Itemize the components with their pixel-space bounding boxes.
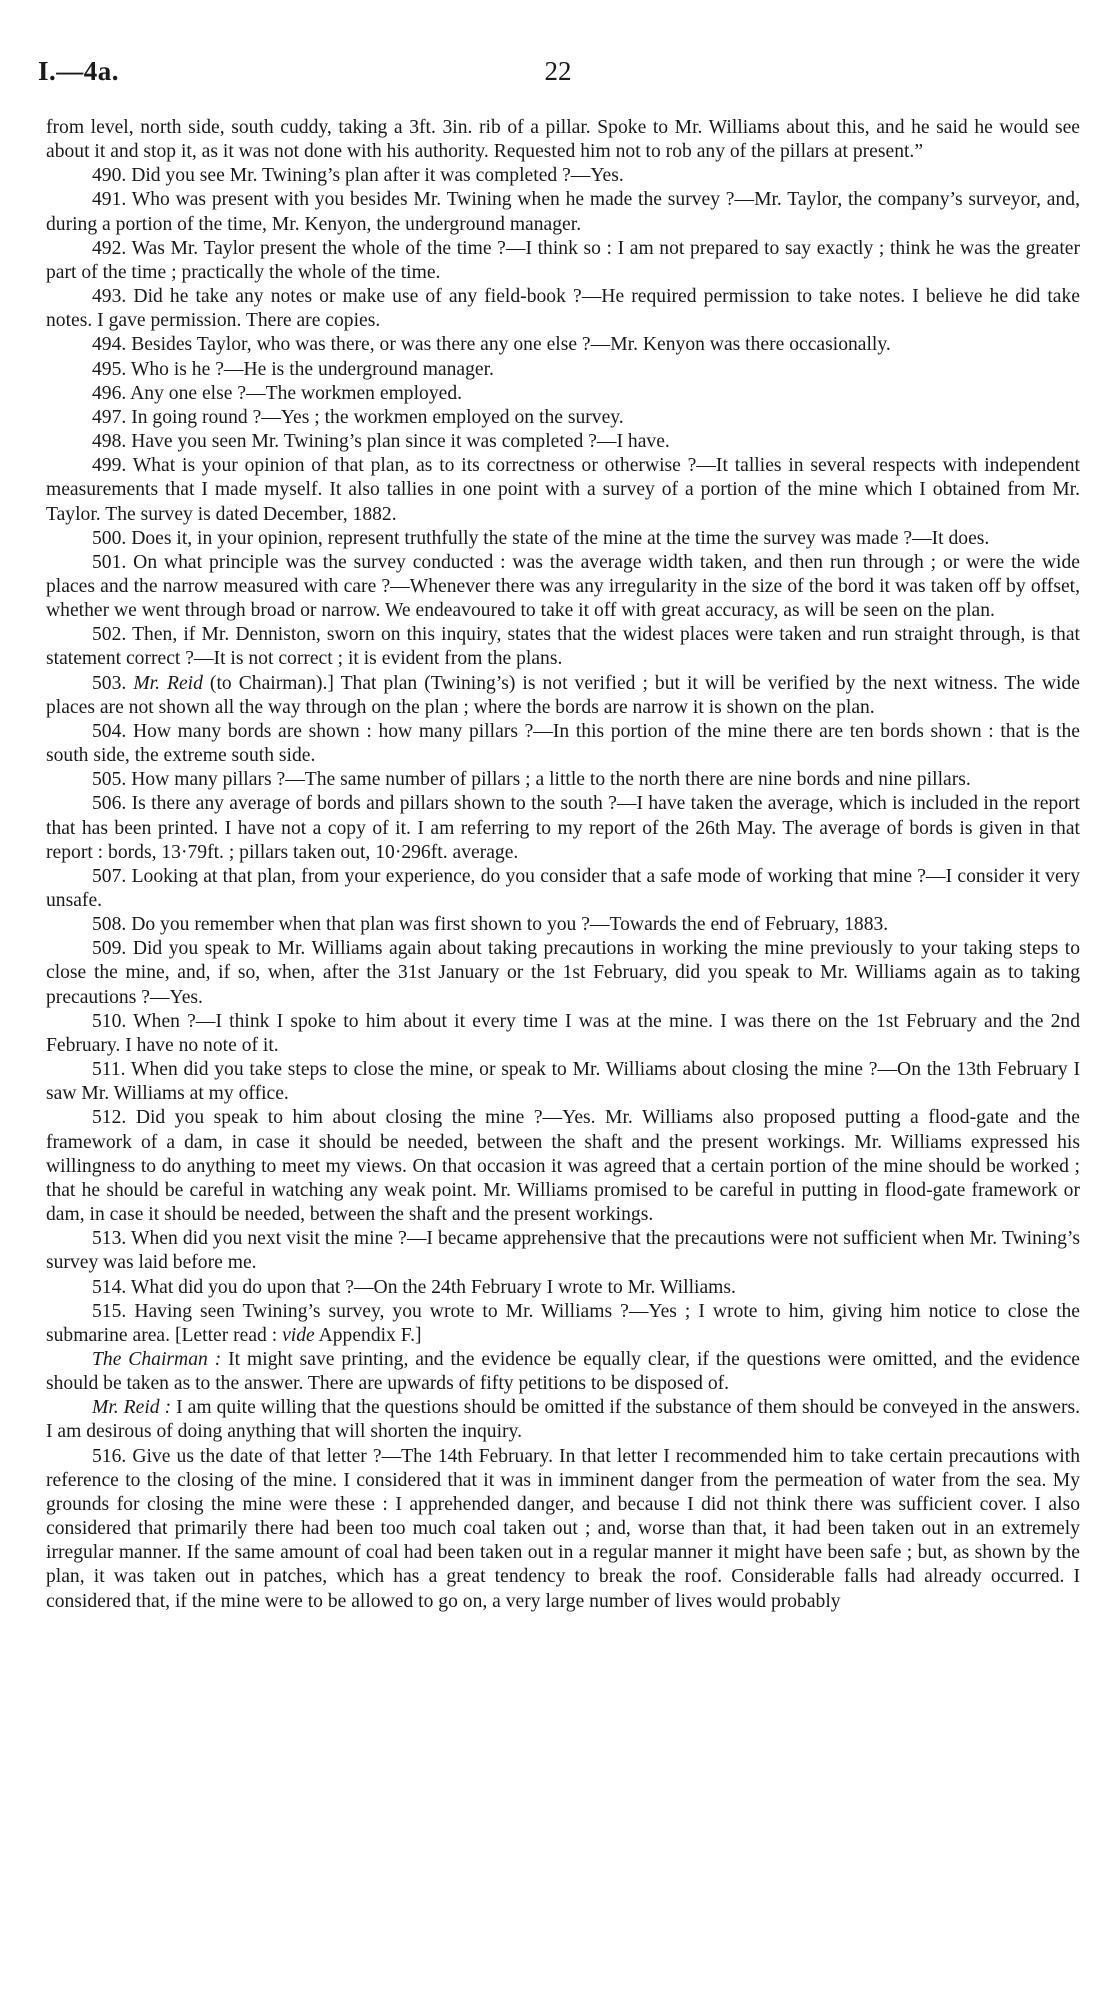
question-509 <box>46 937 1080 1009</box>
question-514 <box>46 1276 1080 1300</box>
document-reference: I.—4a. <box>38 56 120 86</box>
item-number: 496. <box>92 382 127 404</box>
question-501 <box>46 551 1080 623</box>
item-text: What did you do upon that ?—On the 24th February I wrote to Mr. Williams. <box>130 1276 736 1298</box>
page-header <box>38 56 1078 90</box>
item-text: (to Chairman).] That plan (Twining’s) is not verified ; but it will be verified by the next witness. The wide places are not shown all the way through on the plan ; where the bords are narrow it is shown on the plan. <box>46 672 1080 718</box>
opening-paragraph <box>46 116 1080 164</box>
item-text: Do you remember when that plan was first shown to you ?—Towards the end of February, 1883. <box>131 914 889 936</box>
question-516 <box>46 1445 1080 1614</box>
question-499 <box>46 454 1080 526</box>
opening-text: from level, north side, south cuddy, taking a 3ft. 3in. rib of a pillar. Spoke to Mr. Williams about this, and he said he would see about it and stop it, as it was not done with his authority. Requested him not to rob any of the pillars at present.” <box>46 117 1080 163</box>
question-512 <box>46 1106 1080 1227</box>
question-506 <box>46 792 1080 864</box>
item-text: Besides Taylor, who was there, or was there any one else ?—Mr. Kenyon was there occasionally. <box>131 334 891 356</box>
item-text: Have you seen Mr. Twining’s plan since it was completed ?—I have. <box>131 431 670 453</box>
speaker-name: Mr. Reid <box>133 672 203 694</box>
item-text: Then, if Mr. Denniston, sworn on this inquiry, states that the widest places were taken and run straight through, is that statement correct ?—It is not correct ; it is evident from the plans. <box>46 624 1080 670</box>
item-text: Looking at that plan, from your experience, do you consider that a safe mode of working that mine ?—I consider it very unsafe. <box>46 865 1080 911</box>
item-text: Did you speak to Mr. Williams again about taking precautions in working the mine previously to your taking steps to close the mine, and, if so, when, after the 31st January or the 1st February, did you speak to Mr. Williams again as to taking precautions ?—Yes. <box>46 938 1080 1008</box>
question-495 <box>46 358 1080 382</box>
letter-note-start: [Letter read : <box>174 1324 278 1346</box>
question-491 <box>46 188 1080 236</box>
question-515 <box>46 1300 1080 1348</box>
item-number: 513. <box>92 1228 127 1250</box>
item-text: Who is he ?—He is the underground manager. <box>130 358 494 380</box>
item-text: When did you next visit the mine ?—I became apprehensive that the precautions were not sufficient when Mr. Twining’s survey was laid before me. <box>46 1228 1080 1274</box>
item-text: How many pillars ?—The same number of pillars ; a little to the north there are nine bords and nine pillars. <box>131 769 971 791</box>
item-number: 511. <box>92 1059 126 1081</box>
item-number: 515. <box>92 1300 127 1322</box>
item-number: 497. <box>92 406 127 428</box>
item-number: 500. <box>92 527 127 549</box>
item-number: 508. <box>92 914 127 936</box>
question-502 <box>46 623 1080 671</box>
item-number: 493. <box>92 286 127 308</box>
question-508 <box>46 913 1080 937</box>
remark-text: It might save printing, and the evidence be equally clear, if the questions were omitted, and the evidence should be taken as to the answer. There are upwards of fifty petitions to be disposed of. <box>46 1348 1080 1395</box>
question-498 <box>46 430 1080 454</box>
item-number: 501. <box>92 551 127 573</box>
question-511 <box>46 1058 1080 1106</box>
item-text: Having seen Twining’s survey, you wrote to Mr. Williams ?—Yes ; I wrote to him, giving him notice to close the submarine area. <box>46 1300 1081 1346</box>
item-text: Is there any average of bords and pillars shown to the south ?—I have taken the average, which is included in the report that has been printed. I have not a copy of it. I am referring to my report of the 26th May. The average of bords is given in that report : bords, 13·79ft. ; pillars taken out, 10·296ft. average. <box>46 793 1080 863</box>
question-513 <box>46 1227 1080 1275</box>
page-number: 22 <box>544 56 572 86</box>
item-text: What is your opinion of that plan, as to its correctness or otherwise ?—It tallies in several respects with independent measurements that I made myself. It also tallies in one point with a survey of a portion of the mine which I obtained from Mr. Taylor. The survey is dated December, 1882. <box>46 455 1080 525</box>
testimony-body <box>46 116 1080 1614</box>
item-text: When ?—I think I spoke to him about it every time I was at the mine. I was there on the 1st February and the 2nd February. I have no note of it. <box>46 1010 1080 1056</box>
item-number: 490. <box>92 165 127 187</box>
item-number: 503. <box>92 672 127 694</box>
item-text: In going round ?—Yes ; the workmen employed on the survey. <box>131 406 624 428</box>
question-507 <box>46 865 1080 913</box>
item-number: 505. <box>92 769 127 791</box>
question-500 <box>46 527 1080 551</box>
vide-word: vide <box>282 1324 315 1346</box>
item-number: 491. <box>92 189 127 211</box>
item-number: 512. <box>92 1107 127 1129</box>
question-494 <box>46 333 1080 357</box>
item-number: 494. <box>92 334 127 356</box>
item-text: On what principle was the survey conducted : was the average width taken, and then run through ; or were the wide places and the narrow measured with care ?—Whenever there was any irregularity in the size of the bord it was taken off by offset, whether we went through broad or narrow. We endeavoured to take it off with great accuracy, as will be seen on the plan. <box>46 551 1080 622</box>
item-number: 507. <box>92 865 127 887</box>
item-number: 495. <box>92 358 127 380</box>
item-number: 510. <box>92 1010 127 1032</box>
item-text: How many bords are shown : how many pillars ?—In this portion of the mine there are ten bords shown : that is the south side, the extreme south side. <box>46 720 1080 767</box>
item-text: Any one else ?—The workmen employed. <box>130 382 463 404</box>
item-text: Did you speak to him about closing the mine ?—Yes. Mr. Williams also proposed putting a flood-gate and the framework of a dam, in case it should be needed, between the shaft and the present workings. Mr. Williams expressed his willingness to do anything to meet my views. On that occasion it was agreed that a certain portion of the mine should be worked ; that he should be careful in watching any weak point. Mr. Williams promised to be careful in putting in flood-gate framework or dam, in case it should be needed, between the shaft and the present workings. <box>46 1107 1081 1226</box>
item-text: Does it, in your opinion, represent truthfully the state of the mine at the time the survey was made ?—It does. <box>131 527 990 549</box>
item-number: 502. <box>92 624 127 646</box>
item-text: Did you see Mr. Twining’s plan after it was completed ?—Yes. <box>131 165 624 187</box>
speaker-name: The Chairman : <box>92 1348 222 1370</box>
item-text: When did you take steps to close the mine, or speak to Mr. Williams about closing the mine ?—On the 13th February I saw Mr. Williams at my office. <box>46 1059 1080 1105</box>
question-503 <box>46 672 1080 720</box>
question-497 <box>46 406 1080 430</box>
item-text: Did he take any notes or make use of any field-book ?—He required permission to take notes. I believe he did take notes. I gave permission. There are copies. <box>46 286 1080 332</box>
item-number: 516. <box>92 1445 127 1467</box>
question-496 <box>46 382 1080 406</box>
item-number: 509. <box>92 938 127 960</box>
item-number: 504. <box>92 720 127 742</box>
question-492 <box>46 237 1080 285</box>
question-493 <box>46 285 1080 333</box>
item-number: 499. <box>92 455 127 477</box>
chairman-remark <box>46 1348 1080 1396</box>
question-510 <box>46 1010 1080 1058</box>
item-text: Who was present with you besides Mr. Twining when he made the survey ?—Mr. Taylor, the company’s surveyor, and, during a portion of the time, Mr. Kenyon, the underground manager. <box>46 189 1080 235</box>
question-504 <box>46 720 1080 768</box>
item-text: Was Mr. Taylor present the whole of the time ?—I think so : I am not prepared to say exactly ; think he was the greater part of the time ; practically the whole of the time. <box>46 237 1081 283</box>
item-number: 492. <box>92 237 127 259</box>
item-number: 506. <box>92 793 127 815</box>
question-505 <box>46 768 1080 792</box>
letter-note-end: Appendix F.] <box>318 1324 422 1346</box>
item-number: 498. <box>92 431 127 453</box>
item-number: 514. <box>92 1276 127 1298</box>
remark-text: I am quite willing that the questions should be omitted if the substance of them should be conveyed in the answers. I am desirous of doing anything that will shorten the inquiry. <box>46 1397 1080 1443</box>
reid-remark <box>46 1396 1080 1444</box>
speaker-name: Mr. Reid : <box>92 1397 172 1419</box>
question-490 <box>46 164 1080 188</box>
item-text: Give us the date of that letter ?—The 14th February. In that letter I recommended him to take certain precautions with reference to the closing of the mine. I considered that it was in imminent danger from the permeation of water from the sea. My grounds for closing the mine were these : I apprehended danger, and because I did not think there was sufficient cover. I also considered that primarily there had been too much coal taken out ; and, worse than that, it had been taken out in an extremely irregular manner. If the same amount of coal had been taken out in a regular manner it might have been safe ; but, as shown by the plan, it was taken out in patches, which has a great tendency to break the roof. Considerable falls had already occurred. I considered that, if the mine were to be allowed to go on, a very large number of lives would probably <box>46 1445 1080 1612</box>
